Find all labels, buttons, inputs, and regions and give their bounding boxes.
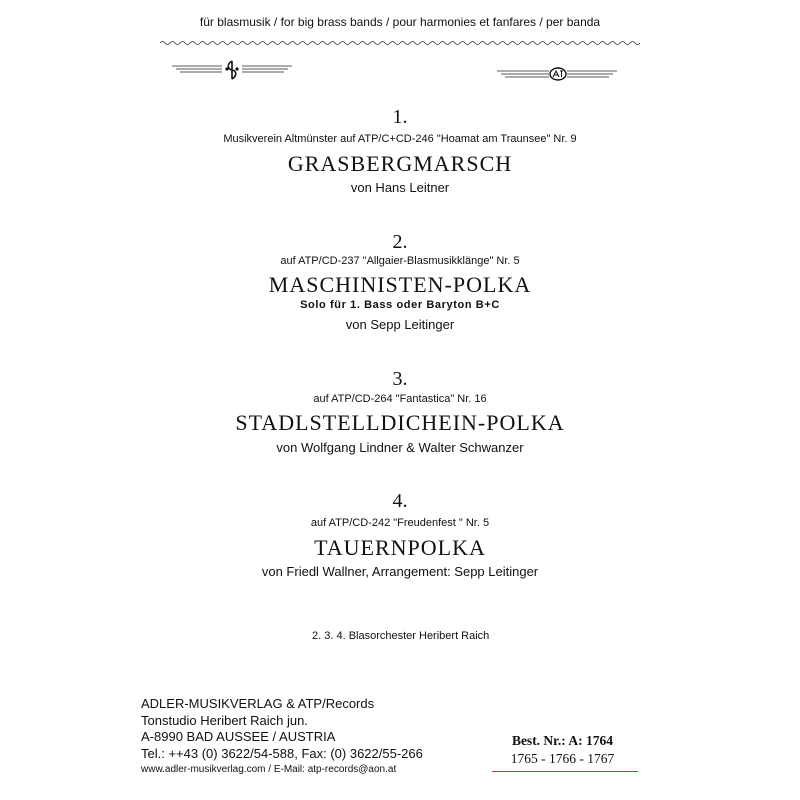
piece-4-title: TAUERNPOLKA: [314, 535, 486, 560]
orchestra-note: 2. 3. 4. Blasorchester Heribert Raich: [312, 630, 490, 642]
piece-3-title: STADLSTELLDICHEIN-POLKA: [235, 410, 565, 435]
piece-2-source: auf ATP/CD-237 "Allgaier-Blasmusikklänge" Nr. 5: [280, 255, 520, 267]
piece-3-source: auf ATP/CD-264 "Fantastica" Nr. 16: [313, 393, 487, 405]
publisher-block: [141, 696, 423, 779]
header-wave-divider: [160, 38, 645, 48]
piece-4-source: auf ATP/CD-242 "Freudenfest " Nr. 5: [310, 517, 490, 529]
atp-logo-ornament-icon: [497, 64, 617, 84]
publisher-name: ADLER-MUSIKVERLAG & ATP/Records: [141, 696, 375, 711]
piece-1-source: Musikverein Altmünster auf ATP/C+CD-246 "Hoamat am Traunsee" Nr. 9: [223, 133, 577, 145]
piece-4-number: 4.: [392, 490, 408, 512]
piece-2-number: 2.: [392, 231, 408, 253]
piece-2-composer: von Sepp Leitinger: [345, 317, 455, 332]
piece-1-composer: von Hans Leitner: [350, 180, 450, 195]
piece-1-title: GRASBERGMARSCH: [287, 151, 513, 176]
order-best-nr: Best. Nr.: A: 1764: [511, 733, 614, 748]
header-languages: für blasmusik / for big brass bands / pour harmonies et fanfares / per banda: [199, 15, 601, 29]
order-underline: [492, 771, 638, 772]
piece-2-title: MASCHINISTEN-POLKA: [268, 272, 532, 297]
order-numbers: 1765 - 1766 - 1767: [510, 751, 615, 766]
piece-4-composer: von Friedl Wallner, Arrangement: Sepp Leitinger: [261, 564, 539, 579]
music-clef-ornament-icon: [172, 60, 292, 80]
publisher-web-email: www.adler-musikverlag.com / E-Mail: atp-records@aon.at: [141, 764, 397, 775]
piece-3-composer: von Wolfgang Lindner & Walter Schwanzer: [276, 440, 524, 455]
piece-1-number: 1.: [392, 106, 408, 128]
publisher-phone: Tel.: ++43 (0) 3622/54-588, Fax: (0) 3622/55-266: [141, 745, 423, 761]
piece-3-number: 3.: [392, 368, 408, 390]
publisher-address: A-8990 BAD AUSSEE / AUSTRIA: [141, 729, 336, 744]
publisher-studio: Tonstudio Heribert Raich jun.: [141, 712, 308, 728]
piece-2-solo: Solo für 1. Bass oder Baryton B+C: [300, 299, 500, 311]
